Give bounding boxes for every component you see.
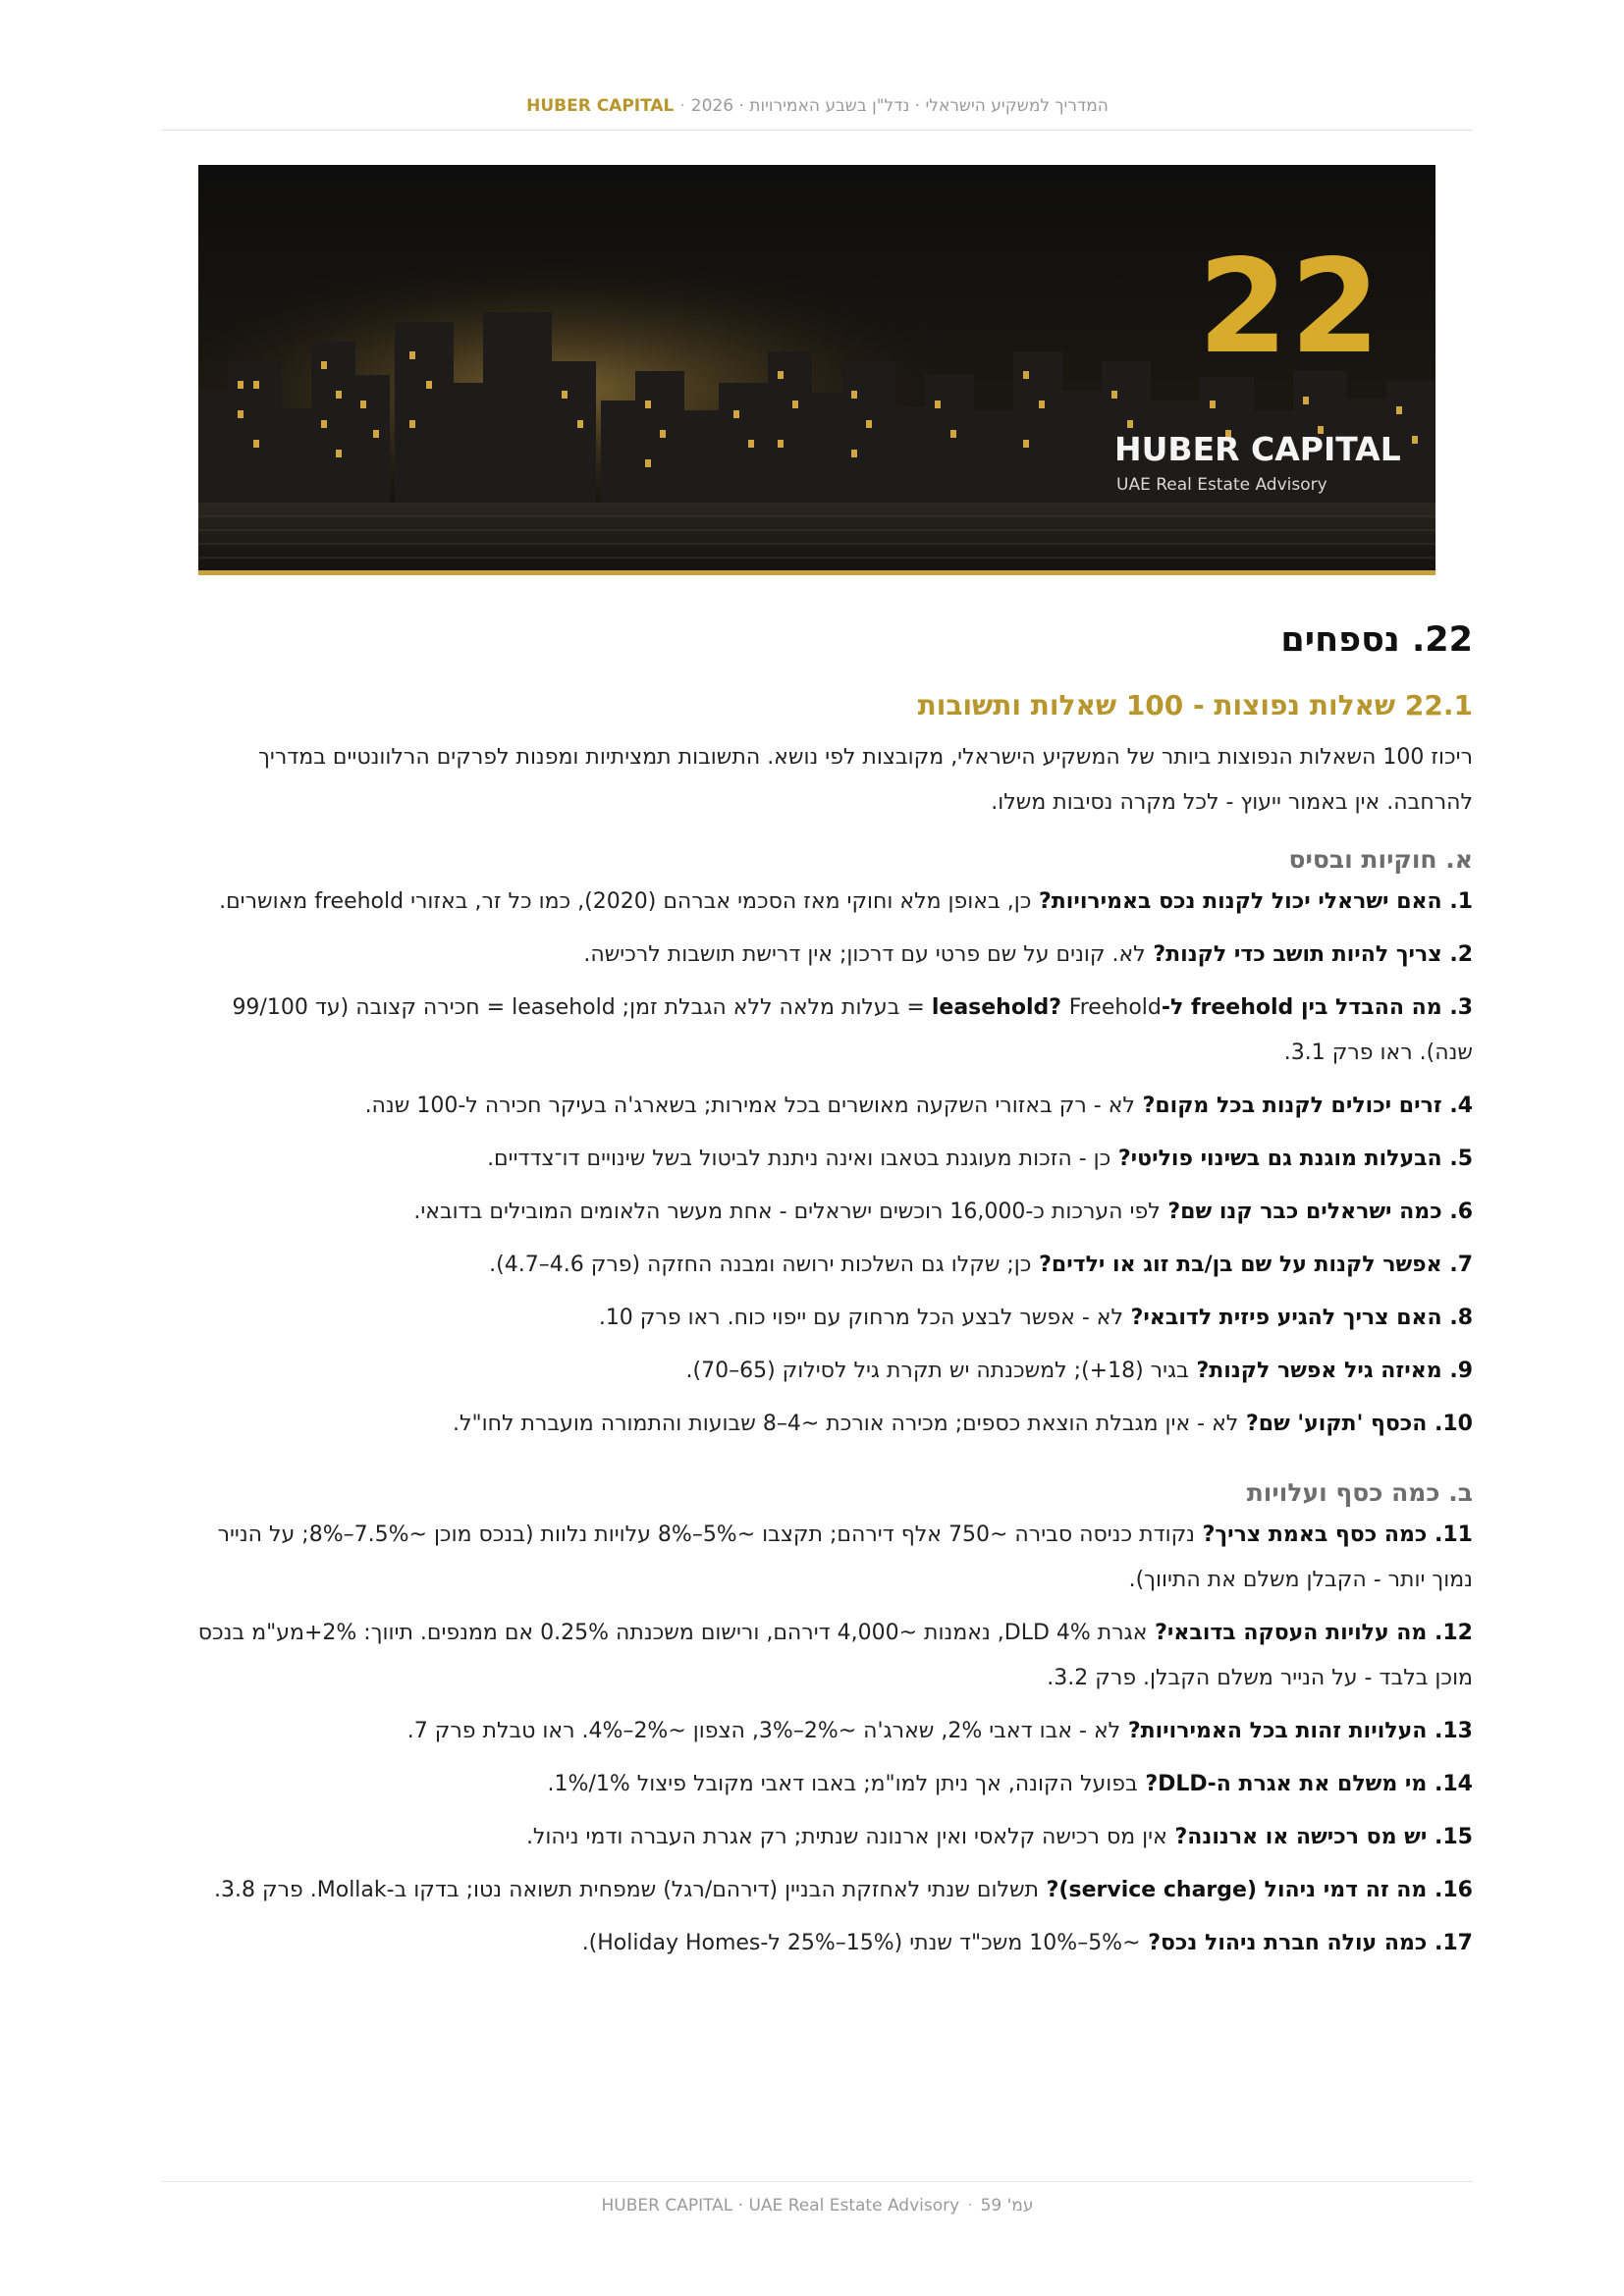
faq-answer: אגרת DLD 4%, נאמנות ~4,000 דירהם, ורישום משכנתה 0.25% אם ממנפים. תיווך: 2%+מע"מ בנכס מוכן בלבד - על הנייר משלם הקבלן. פרק 3.2. xyxy=(197,1621,1473,1690)
faq-item xyxy=(196,933,1473,978)
faq-answer: בפועל הקונה, אך ניתן למו"מ; באבו דאבי מקובל פיצול 1%/1%. xyxy=(547,1772,1138,1796)
group-gap xyxy=(196,1455,1473,1472)
faq-number: 13. xyxy=(1435,1719,1473,1743)
faq-answer: לא - אין מגבלת הוצאת כספים; מכירה אורכת ~4–8 שבועות והתמורה מועברת לחו"ל. xyxy=(452,1412,1239,1436)
running-header xyxy=(162,96,1473,131)
faq-answer: תשלום שנתי לאחזקת הבניין (דירהם/רגל) שמפחית תשואה נטו; בדקו ב-Mollak. פרק 3.8. xyxy=(214,1878,1039,1902)
faq-item xyxy=(196,1243,1473,1288)
faq-item xyxy=(196,1868,1473,1913)
faq-answer: בגיר (18+); למשכנתה יש תקרת גיל לסילוק (65–70). xyxy=(685,1359,1189,1383)
faq-question: מאיזה גיל אפשר לקנות? xyxy=(1196,1359,1442,1383)
faq-answer: Freehold = בעלות מלאה ללא הגבלת זמן; leasehold = חכירה קצובה (עד 99/100 שנה). ראו פרק 3.1. xyxy=(232,995,1473,1065)
faq-answer: לפי הערכות כ-16,000 רוכשים ישראלים - אחת מעשר הלאומים המובילים בדובאי. xyxy=(413,1200,1161,1224)
faq-number: 14. xyxy=(1435,1772,1473,1796)
faq-answer: לא. קונים על שם פרטי עם דרכון; אין דרישת תושבות לרכישה. xyxy=(583,942,1146,967)
group-title: א. חוקיות ובסיס xyxy=(1288,845,1473,874)
header-separator: · xyxy=(679,96,685,116)
faq-question: האם ישראלי יכול לקנות נכס באמירויות? xyxy=(1039,889,1442,914)
faq-number: 9. xyxy=(1449,1359,1473,1383)
faq-number: 6. xyxy=(1449,1200,1473,1224)
banner-chapter-number: 22 xyxy=(1198,232,1382,383)
chapter-banner xyxy=(198,165,1435,575)
faq-question: כמה כסף באמת צריך? xyxy=(1202,1522,1428,1547)
header-brand: HUBER CAPITAL xyxy=(526,96,675,116)
faq-question: אפשר לקנות על שם בן/בת זוג או ילדים? xyxy=(1039,1253,1442,1277)
faq-answer: לא - אבו דאבי 2%, שארג'ה ~2%–3%, הצפון ~2%–4%. ראו טבלת פרק 7. xyxy=(406,1719,1121,1743)
section-intro: ריכוז 100 השאלות הנפוצות ביותר של המשקיע הישראלי, מקובצות לפי נושא. התשובות תמציתיות ומפנות לפרקים הרלוונטיים במדריך להרחבה. אין באמור ייעוץ - לכל מקרה נסיבות משלו. xyxy=(258,745,1473,815)
page-content xyxy=(196,620,1473,1974)
faq-answer: נקודת כניסה סבירה ~750 אלף דירהם; תקצבו ~5%–8% עלויות נלוות (בנכס מוכן ~7.5%–8%; על הנייר נמוך יותר - הקבלן משלם את התיווך). xyxy=(217,1522,1473,1592)
faq-number: 5. xyxy=(1449,1147,1473,1171)
faq-number: 11. xyxy=(1435,1522,1473,1547)
faq-number: 15. xyxy=(1435,1825,1473,1849)
footer-separator: · xyxy=(967,2196,973,2216)
faq-item xyxy=(196,1190,1473,1235)
faq-groups xyxy=(196,845,1473,1966)
faq-answer: כן - הזכות מעוגנת בטאבו ואינה ניתנת לביטול בשל שינויים דו־צדדיים. xyxy=(487,1147,1111,1171)
faq-question: צריך להיות תושב כדי לקנות? xyxy=(1153,942,1442,967)
faq-number: 8. xyxy=(1449,1306,1473,1330)
header-subtitle: המדריך למשקיע הישראלי · נדל"ן בשבע האמירויות · 2026 xyxy=(690,96,1109,116)
banner-gold-line xyxy=(198,570,1435,575)
faq-item xyxy=(196,1084,1473,1129)
footer-page-number: עמ' 59 xyxy=(980,2196,1034,2216)
faq-number: 2. xyxy=(1449,942,1473,967)
faq-question: יש מס רכישה או ארנונה? xyxy=(1174,1825,1428,1849)
faq-question: האם צריך להגיע פיזית לדובאי? xyxy=(1130,1306,1442,1330)
faq-number: 4. xyxy=(1449,1094,1473,1118)
faq-question: כמה עולה חברת ניהול נכס? xyxy=(1148,1931,1428,1955)
faq-number: 16. xyxy=(1435,1878,1473,1902)
faq-question: מה ההבדל בין freehold ל-leasehold? xyxy=(931,995,1442,1020)
faq-number: 10. xyxy=(1435,1412,1473,1436)
faq-item xyxy=(196,1815,1473,1860)
faq-number: 3. xyxy=(1449,995,1473,1020)
faq-item xyxy=(196,1137,1473,1182)
section-title: 22.1 שאלות נפוצות - 100 שאלות ותשובות xyxy=(917,689,1473,721)
faq-question: הכסף 'תקוע' שם? xyxy=(1245,1412,1428,1436)
faq-item xyxy=(196,1296,1473,1341)
faq-question: מה עלויות העסקה בדובאי? xyxy=(1155,1621,1428,1645)
faq-item xyxy=(196,986,1473,1076)
faq-question: כמה ישראלים כבר קנו שם? xyxy=(1167,1200,1442,1224)
faq-answer: לא - רק באזורי השקעה מאושרים בכל אמירות; בשארג'ה בעיקר חכירה ל-100 שנה. xyxy=(364,1094,1135,1118)
running-footer xyxy=(162,2181,1473,2216)
banner-brand: HUBER CAPITAL xyxy=(1114,430,1401,468)
faq-number: 17. xyxy=(1435,1931,1473,1955)
faq-answer: כן, באופן מלא וחוקי מאז הסכמי אברהם (2020), כמו כל זר, באזורי freehold מאושרים. xyxy=(219,889,1032,914)
faq-question: זרים יכולים לקנות בכל מקום? xyxy=(1142,1094,1442,1118)
faq-item xyxy=(196,1762,1473,1807)
faq-answer: ~5%–10% משכ"ד שנתי (15%–25% ל-Holiday Homes). xyxy=(581,1931,1141,1955)
faq-item xyxy=(196,1921,1473,1966)
faq-number: 12. xyxy=(1435,1621,1473,1645)
faq-question: מי משלם את אגרת ה-DLD? xyxy=(1145,1772,1428,1796)
group-title: ב. כמה כסף ועלויות xyxy=(1246,1478,1473,1507)
faq-item xyxy=(196,1402,1473,1447)
faq-item xyxy=(196,1611,1473,1701)
faq-item xyxy=(196,1709,1473,1754)
faq-answer: אין מס רכישה קלאסי ואין ארנונה שנתית; רק אגרת העברה ודמי ניהול. xyxy=(525,1825,1167,1849)
faq-number: 7. xyxy=(1449,1253,1473,1277)
chapter-title: 22. נספחים xyxy=(1280,620,1473,660)
footer-brand: HUBER CAPITAL · UAE Real Estate Advisory xyxy=(601,2196,960,2216)
faq-item xyxy=(196,880,1473,925)
faq-number: 1. xyxy=(1449,889,1473,914)
faq-answer: כן; שקלו גם השלכות ירושה ומבנה החזקה (פרק 4.6–4.7). xyxy=(489,1253,1032,1277)
faq-question: הבעלות מוגנת גם בשינוי פוליטי? xyxy=(1117,1147,1442,1171)
banner-tagline: UAE Real Estate Advisory xyxy=(1116,475,1327,495)
faq-question: העלויות זהות בכל האמירויות? xyxy=(1127,1719,1428,1743)
faq-item xyxy=(196,1513,1473,1603)
faq-question: מה זה דמי ניהול (service charge)? xyxy=(1046,1878,1428,1902)
faq-item xyxy=(196,1349,1473,1394)
faq-answer: לא - אפשר לבצע הכל מרחוק עם ייפוי כוח. ראו פרק 10. xyxy=(598,1306,1123,1330)
